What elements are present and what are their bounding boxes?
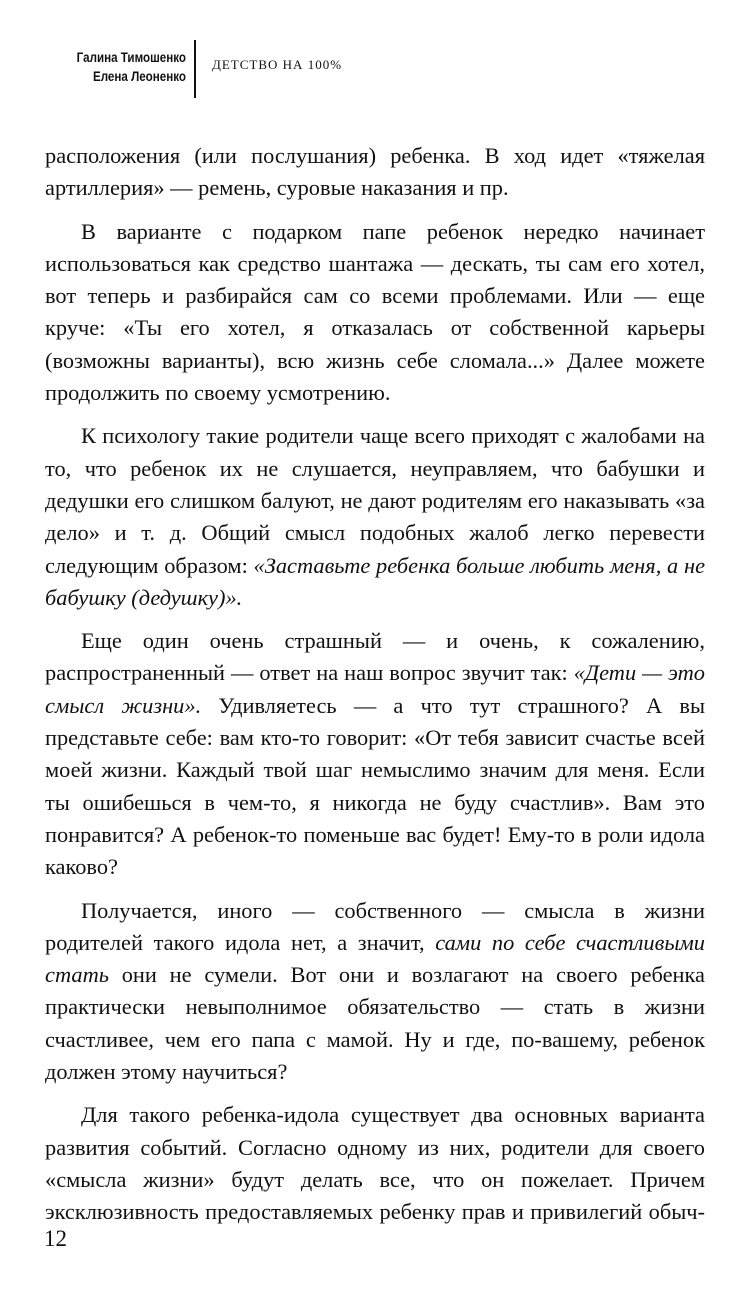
paragraph: Для такого ребенка-идола существует два основных варианта развития событий. Согласно одному из них, родители для своего «смысла жизни» будут делать все, что он пожелает. Причем эксклюзивность предоставляемых ребенку прав и привилегий обыч- [45,1102,705,1225]
italic-quote: «Заставьте ребенка больше любить меня, а не бабушку (дедушку)». [45,552,706,610]
author-name: Галина Тимошенко [76,50,186,65]
paragraph: В варианте с подарком папе ребенок нередко начинает использоваться как средство шантажа — дескать, ты сам его хотел, вот теперь и разбирайся сам со всеми проблемами. Или — еще круче: «Ты его хотел, я отказалась от собственной карьеры (возможны варианты), всю жизнь себе сломала...» Далее можете продолжить по своему усмотрению. [45,218,705,406]
header-divider [194,40,196,98]
italic-quote: «Дети — это смысл жизни». [45,660,705,718]
page-number: 12 [44,1226,67,1251]
italic-phrase: сами по себе счастливыми стать [45,929,705,988]
paragraph-text: они не сумели. Вот они и возлагают на своего ребенка практически невыполнимое обязательство — стать в жизни счастливее, чем его папа с мамой. Ну и где, по-вашему, ребенок должен этому научиться? [45,962,705,1085]
paragraph-text: К психологу такие родители чаще всего приходят с жалобами на то, что ребенок их не слушается, неуправляем, что бабушки и дедушки его слишком балуют, не дают родителям его наказывать «за дело» и т. д. Общий смысл подобных жалоб легко перевести следующим образом: [45,423,705,578]
paragraph-text: Еще один очень страшный — и очень, к сожалению, распространенный — ответ на наш вопрос звучит так: [45,628,705,686]
running-header [0,40,750,100]
book-title: ДЕТСТВО НА 100% [212,57,343,72]
page-body [45,140,705,1240]
paragraph-text: Получается, иного — собственного — смысла в жизни родителей такого идола нет, а значит, [45,897,705,955]
authors [10,48,186,86]
paragraph [45,420,705,614]
paragraph: расположения (или послушания) ребенка. В ход идет «тяжелая артиллерия» — ремень, суровые наказания и пр. [45,143,705,201]
paragraph-text: Удивляетесь — а что тут страшного? А вы представьте себе: вам кто-то говорит: «От тебя зависит счастье всей моей жизни. Каждый твой шаг немыслимо значим для меня. Если ты ошибешься в чем-то, я никогда не буду счастлив». Вам это понравится? А ребенок-то поменьше вас будет! Ему-то в роли идола каково? [45,692,705,880]
paragraph [45,895,705,1089]
paragraph [45,625,705,883]
author-name: Елена Леоненко [92,69,186,84]
